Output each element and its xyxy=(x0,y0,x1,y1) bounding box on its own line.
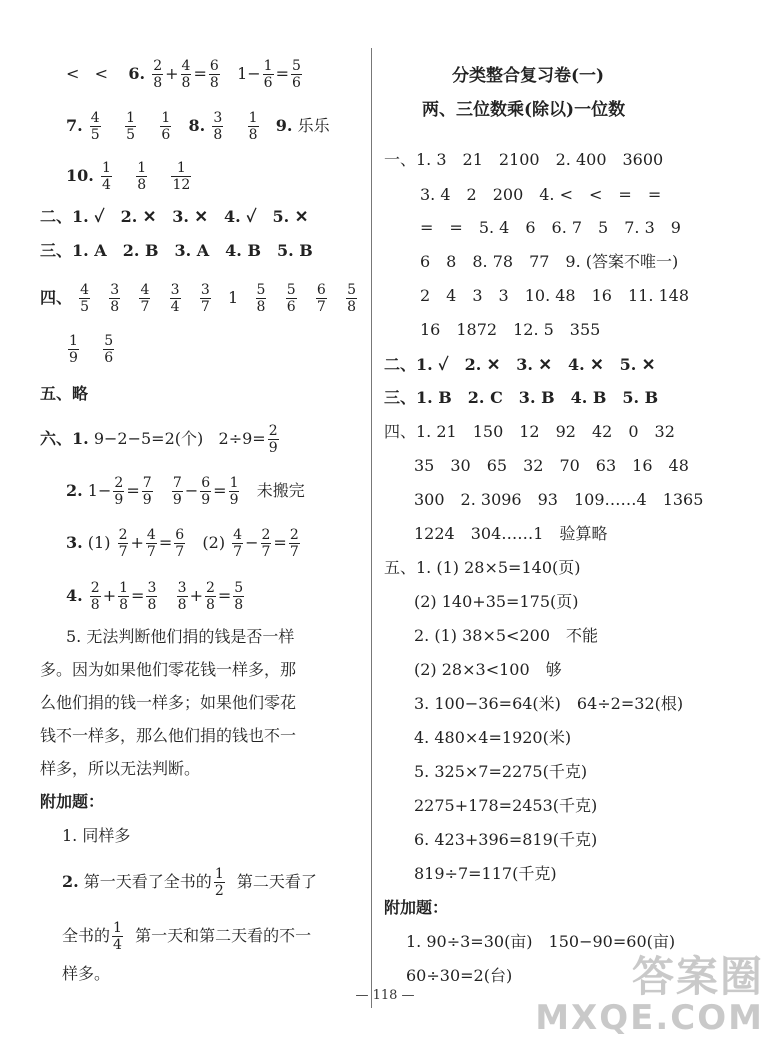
page-number: — 118 — xyxy=(355,988,415,1003)
left-line-17: 样多，所以无法判断。 xyxy=(40,759,201,778)
right-line-13: 五、1. (1) 28×5=140(页) xyxy=(384,558,581,577)
fraction: $\frac{5}{8}$ xyxy=(347,282,356,315)
left-line-15: 么他们捐的钱一样多；如果他们零花 xyxy=(40,693,297,712)
right-line-16: (2) 28×3<100 够 xyxy=(414,660,562,679)
fraction: $\frac{4}{8}$ xyxy=(181,58,191,91)
fraction: $\frac{4}{5}$ xyxy=(90,110,100,143)
fraction: $\frac{3}{8}$ xyxy=(147,580,157,613)
column-divider xyxy=(371,48,372,1008)
right-line-18: 4. 480×4=1920(米) xyxy=(414,728,572,747)
right-line-23: 附加题： xyxy=(384,898,449,917)
left-line-7 xyxy=(66,333,116,366)
fraction: $\frac{6}{7}$ xyxy=(175,527,185,560)
right-line-12: 1224 304……1 验算略 xyxy=(414,524,608,543)
left-line-4: 二、1. ✓ 2. ✕ 3. ✕ 4. ✓ 5. ✕ xyxy=(40,207,309,226)
left-line-8: 五、略 xyxy=(40,384,89,403)
left-line-6: 四、 $\frac{4}{5}$ $\frac{3}{8}$ $\frac{4}{7}$ $\frac{3}{4}$ $\frac{3}{7}$ 1 $\frac{5}{8}$ $\frac{5}{6}$ $\frac{6}{7}$ $\frac{5}{8}$ xyxy=(40,282,356,315)
fraction: $\frac{3}{8}$ xyxy=(177,580,187,613)
fraction: $\frac{2}{7}$ xyxy=(289,527,299,560)
right-line-8: 三、1. B 2. C 3. B 4. B 5. B xyxy=(384,388,659,407)
left-line-19: 1. 同样多 xyxy=(62,826,131,845)
left-line-20: 2. 第一天看了全书的 $\frac{1}{2}$ 第二天看了 xyxy=(62,866,317,899)
watermark-url: MXQE.COM xyxy=(535,998,764,1038)
watermark-logo-text: 答案圈 xyxy=(631,952,764,1001)
right-line-15: 2. (1) 38×5<200 不能 xyxy=(414,626,598,645)
fraction: $\frac{6}{7}$ xyxy=(316,282,326,315)
watermark-logo xyxy=(535,954,764,1036)
right-line-17: 3. 100−36=64(米) 64÷2=32(根) xyxy=(414,694,684,713)
fraction: $\frac{5}{6}$ xyxy=(291,58,301,91)
fraction: $\frac{4}{7}$ xyxy=(146,527,156,560)
right-line-7: 二、1. ✓ 2. ✕ 3. ✕ 4. ✕ 5. ✕ xyxy=(384,355,656,374)
fraction: $\frac{3}{8}$ xyxy=(110,282,120,315)
left-line-10: 2. 1− $\frac{2}{9}$ = $\frac{7}{9}$ $\frac{7}{9}$ − $\frac{6}{9}$ = $\frac{1}{9}$ 未搬完 xyxy=(66,475,305,508)
left-line-14: 多。因为如果他们零花钱一样多，那 xyxy=(40,660,297,679)
right-line-11: 300 2. 3096 93 109……4 1365 xyxy=(414,490,704,509)
fraction: $\frac{6}{8}$ xyxy=(209,58,219,91)
fraction: $\frac{3}{4}$ xyxy=(170,282,180,315)
fraction: $\frac{2}{8}$ xyxy=(90,580,100,613)
right-line-3: = = 5. 4 6 6. 7 5 7. 3 9 xyxy=(420,218,681,237)
fraction: $\frac{2}{8}$ xyxy=(153,58,163,91)
fraction: $\frac{5}{8}$ xyxy=(256,282,266,315)
right-line-24: 1. 90÷3=30(亩) 150−90=60(亩) xyxy=(406,932,676,951)
fraction: $\frac{2}{9}$ xyxy=(114,475,124,508)
right-line-14: (2) 140+35=175(页) xyxy=(414,592,579,611)
fraction: $\frac{2}{8}$ xyxy=(205,580,215,613)
left-line-13: 5. 无法判断他们捐的钱是否一样 xyxy=(66,627,295,646)
fraction: $\frac{1}{9}$ xyxy=(69,333,78,366)
fraction: $\frac{5}{6}$ xyxy=(286,282,296,315)
fraction: $\frac{5}{8}$ xyxy=(234,580,244,613)
fraction: $\frac{1}{8}$ xyxy=(119,580,129,613)
fraction: $\frac{4}{7}$ xyxy=(140,282,150,315)
fraction: $\frac{1}{5}$ xyxy=(126,110,135,143)
fraction: $\frac{4}{5}$ xyxy=(80,282,90,315)
fraction: $\frac{1}{12}$ xyxy=(172,160,191,193)
left-line-21: 全书的 $\frac{1}{4}$ 第一天和第二天看的不一 xyxy=(62,920,312,953)
left-line-11: 3. (1) $\frac{2}{7}$ + $\frac{4}{7}$ = $\frac{6}{7}$ (2) $\frac{4}{7}$ − $\frac{2}{7}$ = $\frac{2}{7}$ xyxy=(66,527,299,560)
right-line-19: 5. 325×7=2275(千克) xyxy=(414,762,588,781)
fraction: $\frac{4}{7}$ xyxy=(233,527,243,560)
left-line-12: 4. $\frac{2}{8}$ + $\frac{1}{8}$ = $\frac{3}{8}$ $\frac{3}{8}$ + $\frac{2}{8}$ = $\frac{5}{8}$ xyxy=(66,580,244,613)
fraction: $\frac{1}{8}$ xyxy=(248,110,258,143)
section-title: 分类整合复习卷(一) xyxy=(452,66,605,86)
right-line-2: 3. 4 2 200 4. < < = = xyxy=(420,185,662,204)
left-line-5: 三、1. A 2. B 3. A 4. B 5. B xyxy=(40,241,313,260)
right-line-25: 60÷30=2(台) xyxy=(406,966,513,985)
fraction: $\frac{5}{6}$ xyxy=(104,333,114,366)
fraction: $\frac{6}{9}$ xyxy=(201,475,211,508)
fraction: $\frac{2}{7}$ xyxy=(261,527,271,560)
left-line-18: 附加题： xyxy=(40,792,105,811)
section-subtitle: 两、三位数乘(除以)一位数 xyxy=(422,100,626,120)
fraction: $\frac{1}{6}$ xyxy=(161,110,171,143)
right-line-9: 四、1. 21 150 12 92 42 0 32 xyxy=(384,422,675,441)
right-line-6: 16 1872 12. 5 355 xyxy=(420,320,601,339)
fraction: $\frac{3}{7}$ xyxy=(200,282,210,315)
left-line-9: 六、1. 9−2−5=2(个) 2÷9= $\frac{2}{9}$ xyxy=(40,423,278,456)
fraction: $\frac{2}{7}$ xyxy=(118,527,128,560)
left-line-16: 钱不一样多，那么他们捐的钱也不一 xyxy=(40,726,297,745)
left-line-3: 10. $\frac{1}{4}$ $\frac{1}{8}$ $\frac{1}{12}$ xyxy=(66,160,191,193)
right-line-21: 6. 423+396=819(千克) xyxy=(414,830,598,849)
fraction: $\frac{1}{4}$ xyxy=(113,920,122,953)
fraction: $\frac{1}{6}$ xyxy=(263,58,273,91)
fraction: $\frac{1}{8}$ xyxy=(137,160,147,193)
fraction: $\frac{1}{4}$ xyxy=(101,160,111,193)
fraction: $\frac{7}{9}$ xyxy=(142,475,152,508)
right-line-4: 6 8 8. 78 77 9. (答案不唯一) xyxy=(420,252,679,271)
left-line-22: 样多。 xyxy=(62,964,111,983)
right-line-22: 819÷7=117(千克) xyxy=(414,864,557,883)
right-line-1: 一、1. 3 21 2100 2. 400 3600 xyxy=(384,150,664,169)
fraction: $\frac{2}{9}$ xyxy=(268,423,278,456)
right-line-10: 35 30 65 32 70 63 16 48 xyxy=(414,456,689,475)
fraction: $\frac{7}{9}$ xyxy=(172,475,182,508)
fraction: $\frac{1}{9}$ xyxy=(229,475,239,508)
fraction: $\frac{1}{2}$ xyxy=(214,866,224,899)
fraction: $\frac{3}{8}$ xyxy=(213,110,223,143)
left-line-1: < < 6. $\frac{2}{8}$ + $\frac{4}{8}$ = $\frac{6}{8}$ 1− $\frac{1}{6}$ = $\frac{5}{6}$ xyxy=(66,58,301,91)
right-line-5: 2 4 3 3 10. 48 16 11. 148 xyxy=(420,286,690,305)
right-line-20: 2275+178=2453(千克) xyxy=(414,796,598,815)
left-line-2: 7. $\frac{4}{5}$ $\frac{1}{5}$ $\frac{1}{6}$ 8. $\frac{3}{8}$ $\frac{1}{8}$ 9. 乐乐 xyxy=(66,110,330,143)
